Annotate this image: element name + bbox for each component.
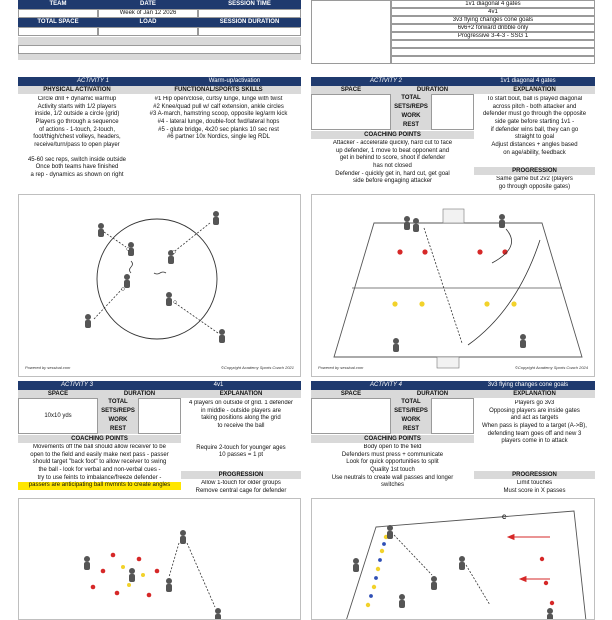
session-list (311, 0, 595, 64)
activity-2 (311, 77, 595, 377)
duration-label: DURATION (391, 390, 474, 398)
red-cones (91, 553, 160, 598)
activity-4-coaching-points: Body open to the field Defenders must press + communicate Look for quick opportunities to split Quality 1st touch Use neutrals to create wall passes and longer switches (331, 444, 454, 489)
physical-activation-text: Circle drill + dynamic warmup Activity starts with 1/2 players inside, 1/2 outside a circle (grid) Players go through a sequence of actions - 1-touch, 2-touch, foot/thigh/chest volleys, headers, receive/turn/pass to open player 45-60 sec reps, switch inside outside Once both teams have finished a rep - dynamics as shown on right (27, 96, 127, 179)
functional-skills-heading: FUNCTIONAL/SPORTS SKILLS (136, 86, 301, 94)
explanation-label: EXPLANATION (474, 86, 595, 94)
activity-3-number: ACTIVITY 3 (18, 381, 136, 390)
header-table (18, 0, 301, 60)
functional-skills-text: #1 Hip open/close, curtsy lunge, lunge with twist #2 Knee/quad pull w/ calf extension, ankle circles #3 A-march, hamstring scoop, opposite leg/arm kick #4 - lateral lunge, double-foot fwd/lateral hops #5 - glute bridge, 4x20 sec planks 10 sec rest #6 partner 10x Nordics, single leg RDL (149, 96, 288, 141)
rest-label: REST (391, 425, 431, 434)
player-icon (459, 556, 465, 570)
pitch-diagram (312, 195, 595, 377)
total-space-label: TOTAL SPACE (18, 18, 98, 27)
activity-3-name: 4v1 (136, 381, 301, 390)
activity-2-diagram (311, 194, 595, 377)
activity-2-name: 1v1 diagonal 4 gates (461, 77, 595, 86)
player-icon (215, 608, 221, 620)
session-list-item: 1v1 diagonal 4 gates (391, 0, 595, 8)
activity-2-coaching-points: Attacker - accelerate quickly, hard cut to face up defender, 1 move to beat opponent and get in behind to score, shoot if defender has not closed Defender - quickly get in, hard cut, get goal side before engaging attacker (332, 140, 453, 185)
player-icon (85, 314, 91, 328)
activity-4-explanation: Players go 3v3 Opposing players are inside gates and act as targets When pass is played to a target (A->B), defending team goes off and new 3 players come in to attack (482, 400, 587, 445)
diagram-credit-right: ©Copyright Academy Sports Coach 2024 (514, 365, 588, 370)
progression-label: PROGRESSION (181, 471, 301, 479)
activity-1-number: ACTIVITY 1 (18, 77, 168, 86)
explanation-label: EXPLANATION (474, 390, 595, 398)
activity-4-name: 3v3 flying changes cone goals (461, 381, 595, 390)
session-list-item: 4v1 (391, 8, 595, 16)
sets-reps-label: SETS/REPS (98, 407, 138, 416)
player-icon (129, 568, 135, 582)
diagram-credit-left: Powered by sessioal.com (318, 365, 364, 370)
activity-3 (18, 381, 301, 620)
header-blank-row (18, 45, 301, 54)
total-label: TOTAL (98, 398, 138, 407)
session-list-side (311, 0, 391, 64)
rondo-diagram (19, 499, 301, 620)
physical-activation-heading: PHYSICAL ACTIVATION (18, 86, 136, 94)
session-duration-label: SESSION DURATION (198, 18, 301, 27)
activity-3-progression: Allow 1-touch for older groups Remove central cage for defender (195, 480, 287, 494)
activity-1-diagram (18, 194, 301, 377)
player-icon (166, 292, 172, 306)
session-list-item: 3v3 flying changes cone goals (391, 16, 595, 24)
space-label: SPACE (18, 390, 98, 398)
space-value (311, 94, 391, 130)
player-icon (520, 334, 526, 348)
work-label: WORK (391, 416, 431, 425)
player-icon (219, 329, 225, 343)
total-space-value (18, 27, 98, 36)
player-icon (98, 223, 104, 237)
progression-label: PROGRESSION (474, 167, 595, 175)
player-icon (84, 556, 90, 570)
activity-2-explanation: To start bout, ball is played diagonal across pitch - both attacker and defender must go through the opposite side gate before starting 1v1 - if defender wins ball, they can go straight to goal Adjust distances + angles based on age/ability, feedback (482, 96, 587, 156)
total-label: TOTAL (391, 94, 431, 103)
duration-value (431, 398, 474, 434)
team-value (18, 9, 98, 18)
coaching-points-label: COACHING POINTS (311, 131, 474, 139)
player-icon (353, 558, 359, 572)
duration-label: DURATION (98, 390, 181, 398)
player-icon (404, 216, 410, 230)
duration-label: DURATION (391, 86, 474, 94)
player-icon (213, 211, 219, 225)
session-time-label: SESSION TIME (198, 0, 301, 9)
progression-label: PROGRESSION (474, 471, 595, 479)
player-icon (499, 214, 505, 228)
coaching-points-label: COACHING POINTS (18, 435, 181, 443)
sets-reps-label: SETS/REPS (391, 407, 431, 416)
coaching-points-label: COACHING POINTS (311, 435, 474, 443)
total-label: TOTAL (391, 398, 431, 407)
duration-value (138, 398, 181, 434)
date-label: DATE (98, 0, 198, 9)
space-value: 10x10 yds (18, 398, 98, 434)
session-list-item: Progressive 3-4-3 - SSG 1 (391, 32, 595, 40)
load-value (98, 27, 198, 36)
activity-2-progression: Same game but 2v2 (players go through opposite gates) (496, 176, 573, 190)
activity-2-number: ACTIVITY 2 (311, 77, 461, 86)
duration-value (431, 94, 474, 130)
flying-changes-diagram (312, 499, 595, 620)
space-value (311, 398, 391, 434)
activity-1-name: Warm-up/activation (168, 77, 301, 86)
activity-1 (18, 77, 301, 377)
space-label: SPACE (311, 390, 391, 398)
header-grey-bar-2 (18, 54, 301, 60)
gate-label: C (502, 515, 507, 521)
activity-3-coaching-points: Movements off the ball should allow receiver to be open to the field and easily make next pass - passer should target "back foot" to allow receiver to swing the ball - look for verbal and non-verbal cues - try to use feints to imbalance/freeze defender - passers are anticipating ball mvmnts to create angles (18, 444, 181, 496)
team-label: TEAM (18, 0, 98, 9)
explanation-label: EXPLANATION (181, 390, 301, 398)
player-icon (399, 594, 405, 608)
activity-3-diagram (18, 498, 301, 620)
player-icon (166, 578, 172, 592)
player-icon (431, 576, 437, 590)
date-value: Week of Jan 12 2026 (98, 9, 198, 18)
player-icon (124, 274, 130, 288)
work-label: WORK (98, 416, 138, 425)
header-grey-bar-1 (18, 37, 301, 45)
session-list-blank (391, 48, 595, 56)
rest-label: REST (391, 121, 431, 130)
session-list-item: 6v6+2 forward dribble only (391, 24, 595, 32)
space-label: SPACE (311, 86, 391, 94)
activity-3-explanation: 4 players on outside of grid. 1 defender in middle - outside players are taking positions along the grid to receive the ball Require 2-touch for younger ages 10 passes = 1 pt (188, 400, 294, 459)
highlighted-coaching-point: passers are anticipating ball mvmnts to create angles (18, 482, 181, 490)
activity-4-progression: Limit touches Must score in X passes (503, 480, 566, 494)
session-list-blank (391, 40, 595, 48)
activity-4-diagram (311, 498, 595, 620)
activity-4-number: ACTIVITY 4 (311, 381, 461, 390)
player-icon (413, 218, 419, 232)
session-list-blank (391, 56, 595, 64)
session-duration-value (198, 27, 301, 36)
rest-label: REST (98, 425, 138, 434)
player-icon (387, 525, 393, 539)
load-label: LOAD (98, 18, 198, 27)
player-icon (393, 338, 399, 352)
activity-4 (311, 381, 595, 620)
circle-drill-diagram (19, 195, 301, 377)
player-icon (180, 530, 186, 544)
diagram-credit-left: Powered by sessioal.com (25, 365, 71, 370)
session-time-value (198, 9, 301, 18)
work-label: WORK (391, 112, 431, 121)
sets-reps-label: SETS/REPS (391, 103, 431, 112)
diagram-credit-right: ©Copyright Academy Sports Coach 2021 (220, 365, 294, 370)
